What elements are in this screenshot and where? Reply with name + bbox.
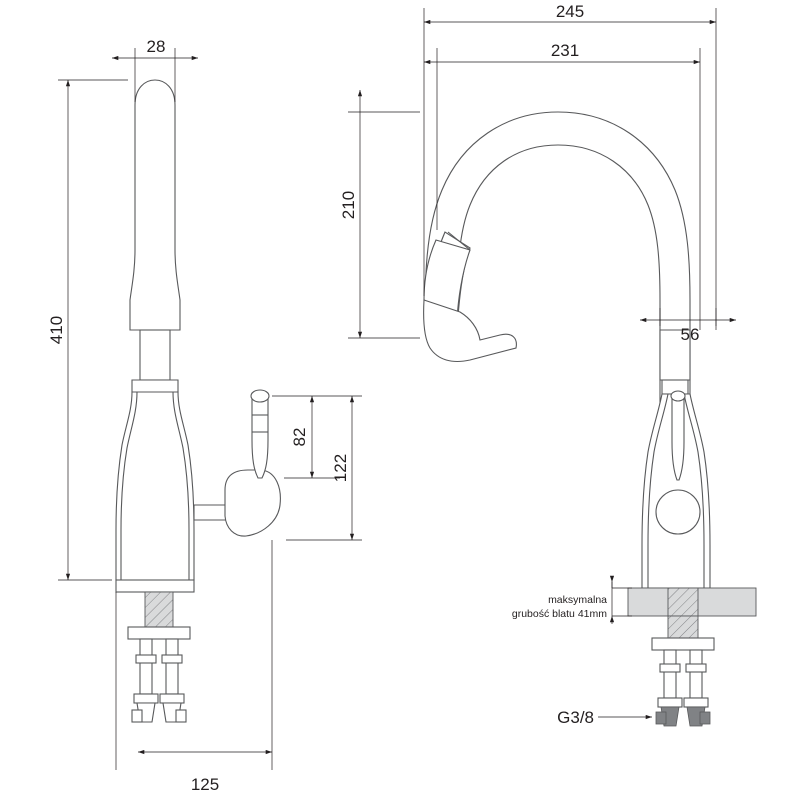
side-view-group — [424, 112, 756, 726]
dim-82-group — [272, 396, 340, 478]
counter-note-group — [512, 580, 632, 624]
counter-note-line2: grubość blatu 41mm — [511, 608, 607, 620]
thread-label-g38: G3/8 — [557, 708, 594, 727]
dim-label-56: 56 — [680, 325, 700, 344]
dim-label-28: 28 — [146, 37, 166, 56]
dim-122-group — [286, 396, 362, 540]
dim-410-group — [47, 80, 128, 580]
dim-label-245: 245 — [555, 2, 585, 21]
counter-note-line1: maksymalna — [548, 594, 607, 606]
dim-label-210: 210 — [339, 190, 358, 220]
thread-label-group — [557, 708, 652, 727]
dim-label-122: 122 — [331, 453, 350, 483]
dim-label-231: 231 — [550, 41, 580, 60]
dim-label-82: 82 — [290, 427, 309, 447]
dim-210-group — [339, 90, 420, 338]
dim-label-410: 410 — [47, 315, 66, 345]
front-view-group — [116, 80, 280, 722]
dim-label-125: 125 — [190, 775, 220, 794]
